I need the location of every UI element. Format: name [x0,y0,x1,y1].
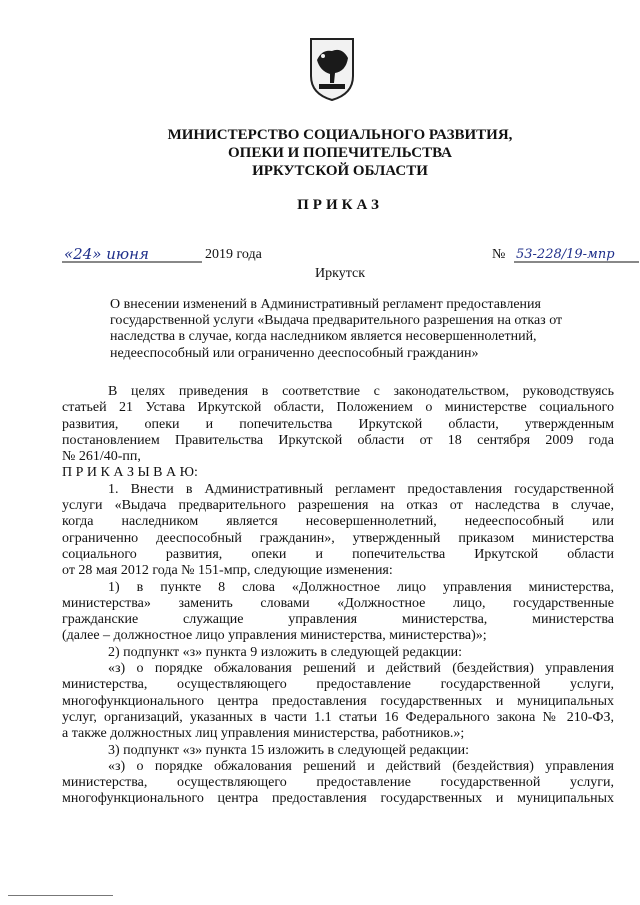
body-line: № 261/40-пп, [62,449,141,465]
subject-line: недееспособный или ограниченно дееспособный гражданин» [110,345,479,361]
body-line: когда наследником является несовершеннолетний, недееспособный или [62,514,614,530]
body-line: постановлением Правительства Иркутской области от 18 сентября 2009 года [62,432,614,448]
body-line: статьей 21 Устава Иркутской области, Положением о министерстве социального [62,400,614,416]
subject-line: государственной услуги «Выдача предварительного разрешения на отказ от [110,313,563,329]
body-line: 1) в пункте 8 слова «Должностное лицо управления министерства, [108,579,614,595]
handwritten-number [514,243,639,265]
body-line: В целях приведения в соответствие с законодательством, руководствуясь [108,384,614,399]
body-line: многофункционального центра предоставления государственных и муниципальных [62,791,614,807]
body-line: а также должностных лиц управления министерства, работников.»; [62,726,465,742]
body-line: министерства, осуществляющего предоставление государственной услуги, [62,775,614,791]
body-line: 2) подпункт «з» пункта 9 изложить в следующей редакции: [108,644,462,660]
body-line: ограниченно дееспособный гражданин», утвержденный приказом министерства [62,530,614,546]
body-line: услуги «Выдача предварительного разрешения на отказ от наследства в случае, [62,498,614,514]
body-line: многофункционального центра предоставления государственных и муниципальных [62,693,614,709]
body-line: гражданские служащие управления министерства, министерства [62,612,614,628]
body-line: 3) подпункт «з» пункта 15 изложить в следующей редакции: [108,742,469,758]
document-type-title: ПРИКАЗ [297,197,383,213]
handwritten-number-text: 53-228/19-мпр [516,247,615,262]
order-body [62,384,614,808]
body-line: министерства, осуществляющего предоставление государственной услуги, [62,677,614,693]
coat-of-arms-icon [308,36,356,102]
ministry-name-line-3: ИРКУТСКОЙ ОБЛАСТИ [252,163,428,179]
body-line: министерства» заменить словами «Должностное лицо, государственные [62,595,614,611]
body-line: социального развития, опеки и попечительства Иркутской области [62,546,614,562]
body-line: услуг, организаций, указанных в части 1.1 статьи 16 Федерального закона № 210-ФЗ, [62,709,614,725]
body-line: П Р И К А З Ы В А Ю: [62,465,198,481]
ministry-name-line-2: ОПЕКИ И ПОПЕЧИТЕЛЬСТВА [228,145,452,161]
subject-line: наследства в случае, когда наследником является несовершеннолетний, [110,329,537,345]
date-year: 2019 года [205,247,262,262]
footer-divider [8,895,113,896]
number-label: № [492,247,506,262]
handwritten-date [62,243,202,265]
city-name: Иркутск [314,266,366,281]
body-line: «з) о порядке обжалования решений и действий (бездействия) управления [108,758,614,774]
body-line: 1. Внести в Административный регламент предоставления государственной [108,481,614,497]
body-line: от 28 мая 2012 года № 151-мпр, следующие изменения: [62,563,393,579]
body-line: (далее – должностное лицо управления министерства, министерства)»; [62,628,487,644]
ministry-name-line-1: МИНИСТЕРСТВО СОЦИАЛЬНОГО РАЗВИТИЯ, [167,127,513,143]
date-number-row [62,245,615,267]
body-line: «з) о порядке обжалования решений и действий (бездействия) управления [108,661,614,677]
handwritten-date-text: «24» июня [64,245,149,263]
subject-line: О внесении изменений в Административный регламент предоставления [110,297,541,312]
body-line: развития, опеки и попечительства Иркутской области, утвержденным [62,416,614,432]
order-subject [110,297,610,362]
